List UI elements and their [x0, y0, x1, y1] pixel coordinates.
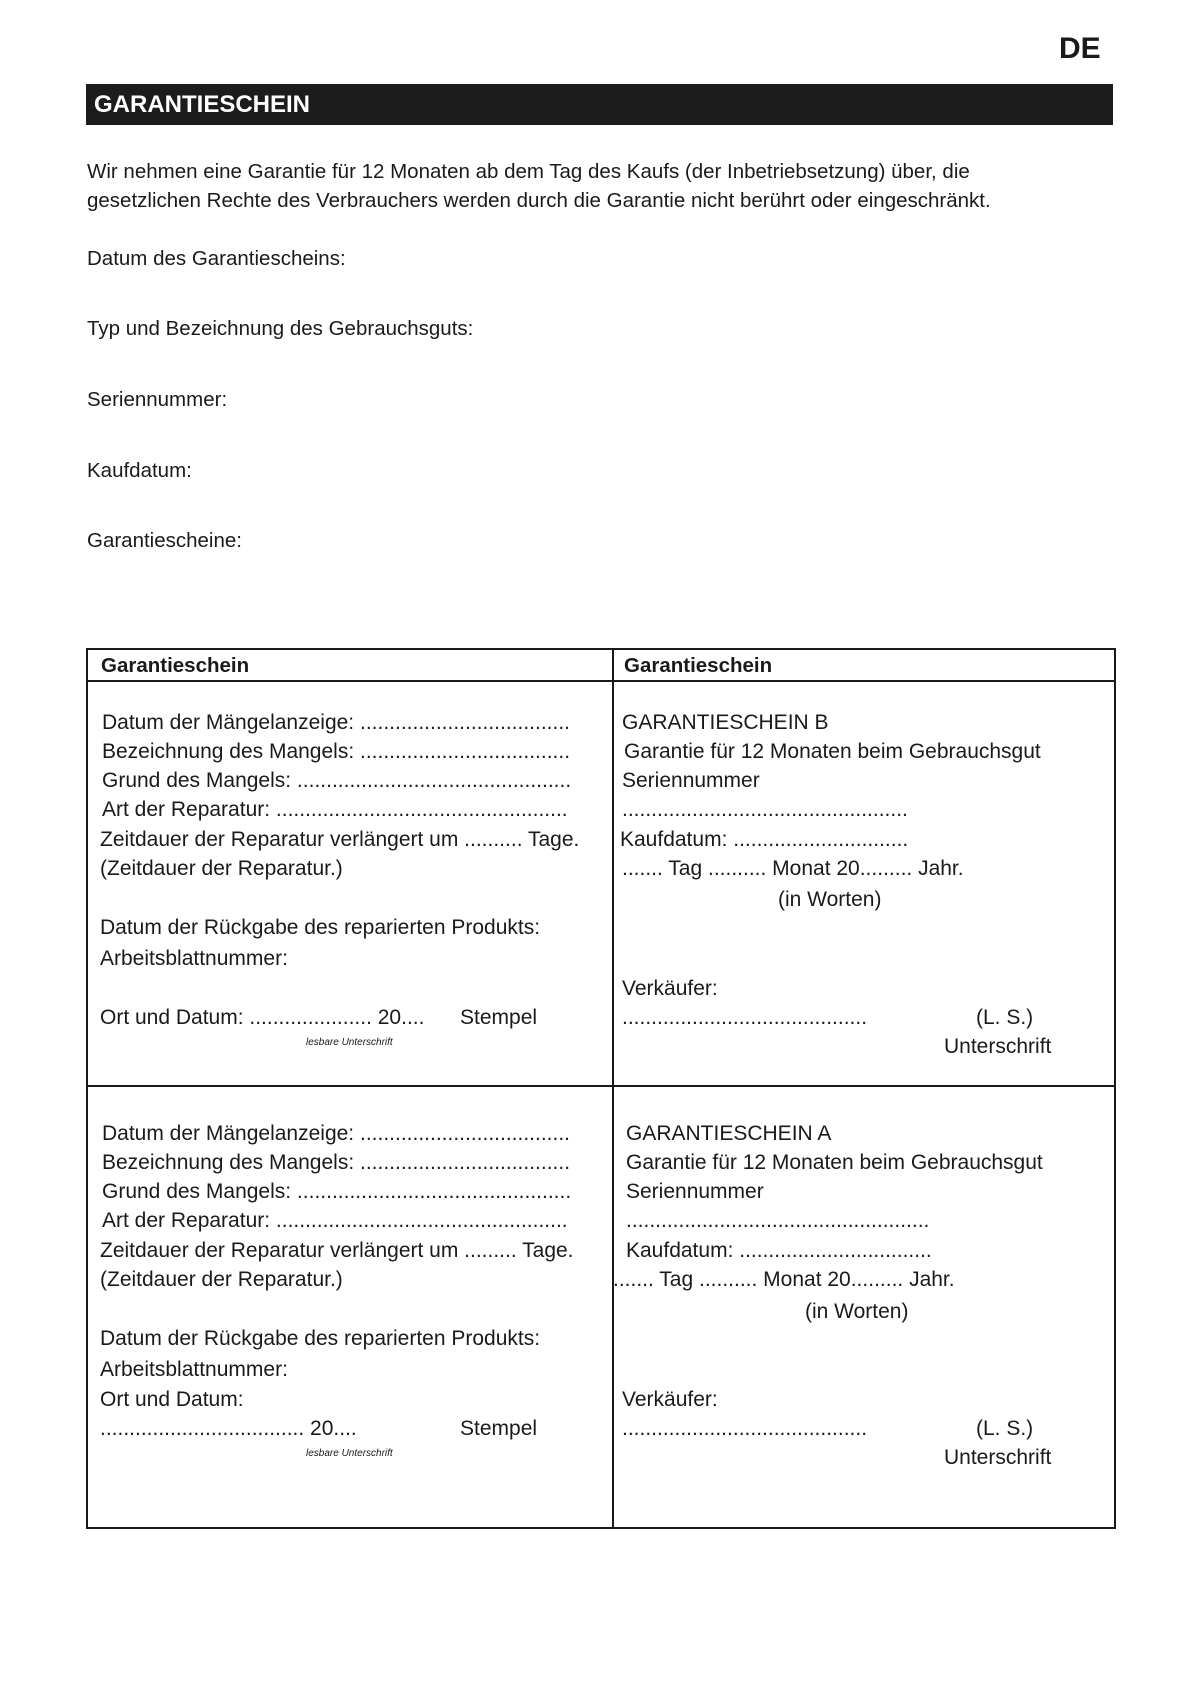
upper-right-purchase-date: Kaufdatum: ..............................	[620, 828, 909, 851]
upper-left-repair-extension: Zeitdauer der Reparatur verlängert um .......... Tage.	[100, 828, 580, 851]
upper-right-serial-label: Seriennummer	[622, 769, 760, 792]
lower-right-signature: Unterschrift	[944, 1446, 1052, 1469]
upper-left-place-date: Ort und Datum: ..................... 20....	[100, 1006, 425, 1029]
lower-right-in-words: (in Worten)	[805, 1300, 909, 1323]
table-header-right: Garantieschein	[624, 654, 773, 677]
lower-left-signature-note: lesbare Unterschrift	[306, 1448, 393, 1459]
intro-line-1: Wir nehmen eine Garantie für 12 Monaten ab dem Tag des Kaufs (der Inbetriebsetzung) über, die	[87, 160, 970, 183]
upper-left-defect-reason: Grund des Mangels: ...............................................	[102, 769, 572, 792]
upper-left-return-date: Datum der Rückgabe des reparierten Produkts:	[100, 916, 541, 939]
field-warranty-date: Datum des Garantiescheins:	[87, 247, 346, 270]
lower-left-stamp: Stempel	[460, 1417, 538, 1440]
lower-left-place-date-label: Ort und Datum:	[100, 1388, 244, 1411]
upper-right-title: GARANTIESCHEIN B	[622, 711, 829, 734]
field-serial-number: Seriennummer:	[87, 388, 228, 411]
table-header-left: Garantieschein	[101, 654, 250, 677]
field-warranty-cards: Garantiescheine:	[87, 529, 242, 552]
upper-left-signature-note: lesbare Unterschrift	[306, 1037, 393, 1048]
upper-left-defect-description: Bezeichnung des Mangels: ....................................	[102, 740, 571, 763]
field-product-type: Typ und Bezeichnung des Gebrauchsguts:	[87, 317, 474, 340]
lower-left-return-date: Datum der Rückgabe des reparierten Produkts:	[100, 1327, 541, 1350]
lower-left-repair-extension: Zeitdauer der Reparatur verlängert um ......... Tage.	[100, 1239, 574, 1262]
lower-left-defect-report-date: Datum der Mängelanzeige: ....................................	[102, 1122, 571, 1145]
lower-right-warranty-text: Garantie für 12 Monaten beim Gebrauchsgut	[626, 1151, 1043, 1174]
upper-left-repair-duration: (Zeitdauer der Reparatur.)	[100, 857, 343, 880]
lower-right-purchase-date: Kaufdatum: .................................	[626, 1239, 932, 1262]
field-purchase-date: Kaufdatum:	[87, 459, 192, 482]
upper-left-defect-report-date: Datum der Mängelanzeige: ....................................	[102, 711, 571, 734]
page-title: GARANTIESCHEIN	[94, 91, 311, 118]
lower-right-serial-line: ....................................................	[626, 1209, 930, 1232]
lower-left-repair-type: Art der Reparatur: ..................................................	[102, 1209, 568, 1232]
intro-text	[87, 157, 991, 215]
lower-left-defect-reason: Grund des Mangels: ...............................................	[102, 1180, 572, 1203]
lower-left-worksheet-number: Arbeitsblattnummer:	[100, 1358, 288, 1381]
lower-right-serial-label: Seriennummer	[626, 1180, 764, 1203]
upper-right-date-line: ....... Tag .......... Monat 20......... Jahr.	[622, 857, 964, 880]
lower-left-defect-description: Bezeichnung des Mangels: ....................................	[102, 1151, 571, 1174]
table-middle-divider	[86, 1085, 1116, 1087]
lower-right-title: GARANTIESCHEIN A	[626, 1122, 832, 1145]
lower-right-seller-line: ..........................................	[622, 1417, 868, 1440]
lower-right-date-line: ....... Tag .......... Monat 20......... Jahr.	[613, 1268, 955, 1291]
upper-left-repair-type: Art der Reparatur: ..................................................	[102, 798, 568, 821]
upper-right-seller-line: ..........................................	[622, 1006, 868, 1029]
language-code: DE	[1059, 32, 1101, 65]
upper-right-in-words: (in Worten)	[778, 888, 882, 911]
lower-left-repair-duration: (Zeitdauer der Reparatur.)	[100, 1268, 343, 1291]
intro-line-2: gesetzlichen Rechte des Verbrauchers werden durch die Garantie nicht berührt oder eingeschränkt.	[87, 189, 991, 212]
upper-right-signature: Unterschrift	[944, 1035, 1052, 1058]
upper-left-stamp: Stempel	[460, 1006, 538, 1029]
upper-right-serial-line: .................................................	[622, 798, 908, 821]
table-header-divider	[86, 680, 1116, 682]
table-divider-vertical	[612, 648, 614, 1529]
upper-right-ls: (L. S.)	[976, 1006, 1034, 1029]
upper-left-worksheet-number: Arbeitsblattnummer:	[100, 947, 288, 970]
lower-right-seller-label: Verkäufer:	[622, 1388, 718, 1411]
lower-left-place-date-line: ................................... 20....	[100, 1417, 357, 1440]
lower-right-ls: (L. S.)	[976, 1417, 1034, 1440]
upper-right-warranty-text: Garantie für 12 Monaten beim Gebrauchsgut	[624, 740, 1041, 763]
upper-right-seller-label: Verkäufer:	[622, 977, 718, 1000]
